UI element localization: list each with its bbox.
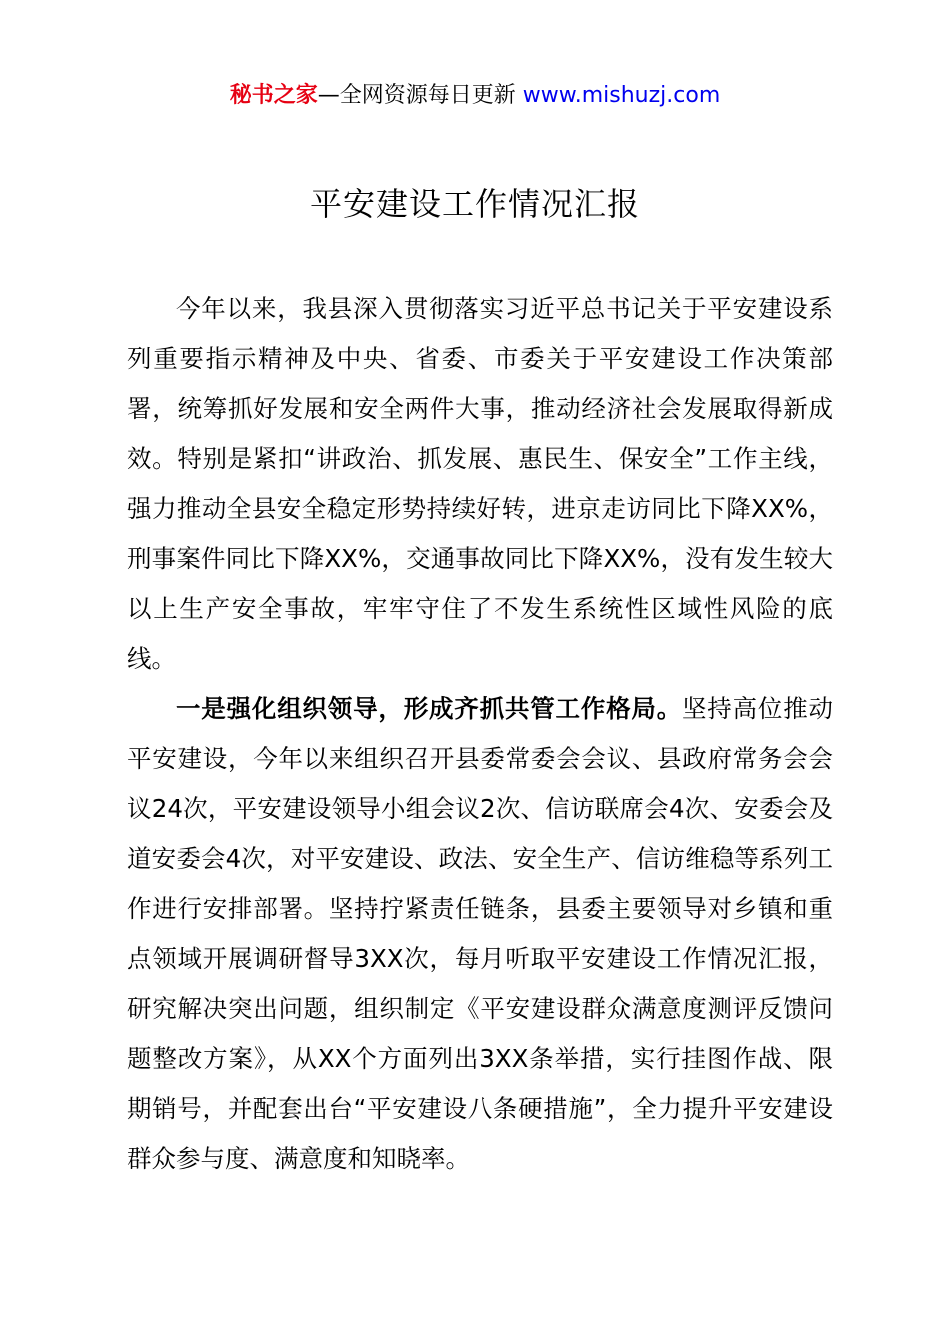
paragraph-lead: 一是强化组织领导，形成齐抓共管工作格局。 [176, 694, 682, 723]
site-tagline: —全网资源每日更新 [317, 83, 523, 108]
paragraph-intro [127, 284, 833, 684]
paragraph-text: 坚持高位推动平安建设，今年以来组织召开县委常委会会议、县政府常务会会议24次，平安建设领导小组会议2次、信访联席会4次、安委会及道安委会4次，对平安建设、政法、安全生产、信访维稳等系列工作进行安排部署。坚持拧紧责任链条，县委主要领导对乡镇和重点领域开展调研督导3XX次，每月听取平安建设工作情况汇报，研究解决突出问题，组织制定《平安建设群众满意度测评反馈问题整改方案》，从XX个方面列出3XX条举措，实行挂图作战、限期销号，并配套出台“平安建设八条硬措施”，全力提升平安建设群众参与度、满意度和知晓率。 [127, 694, 833, 1173]
site-brand: 秘书之家 [229, 83, 318, 108]
site-header [0, 80, 950, 112]
paragraph-text: 今年以来，我县深入贯彻落实习近平总书记关于平安建设系列重要指示精神及中央、省委、市委关于平安建设工作决策部署，统筹抓好发展和安全两件大事，推动经济社会发展取得新成效。特别是紧扣“讲政治、抓发展、惠民生、保安全”工作主线，强力推动全县安全稳定形势持续好转，进京走访同比下降XX%，刑事案件同比下降XX%，交通事故同比下降XX%，没有发生较大以上生产安全事故，牢牢守住了不发生系统性区域性风险的底线。 [127, 294, 833, 673]
paragraph-organization [127, 684, 833, 1184]
document-body [127, 284, 833, 1184]
page-title: 平安建设工作情况汇报 [309, 185, 640, 223]
site-url-link[interactable]: www.mishuzj.com [522, 83, 721, 108]
